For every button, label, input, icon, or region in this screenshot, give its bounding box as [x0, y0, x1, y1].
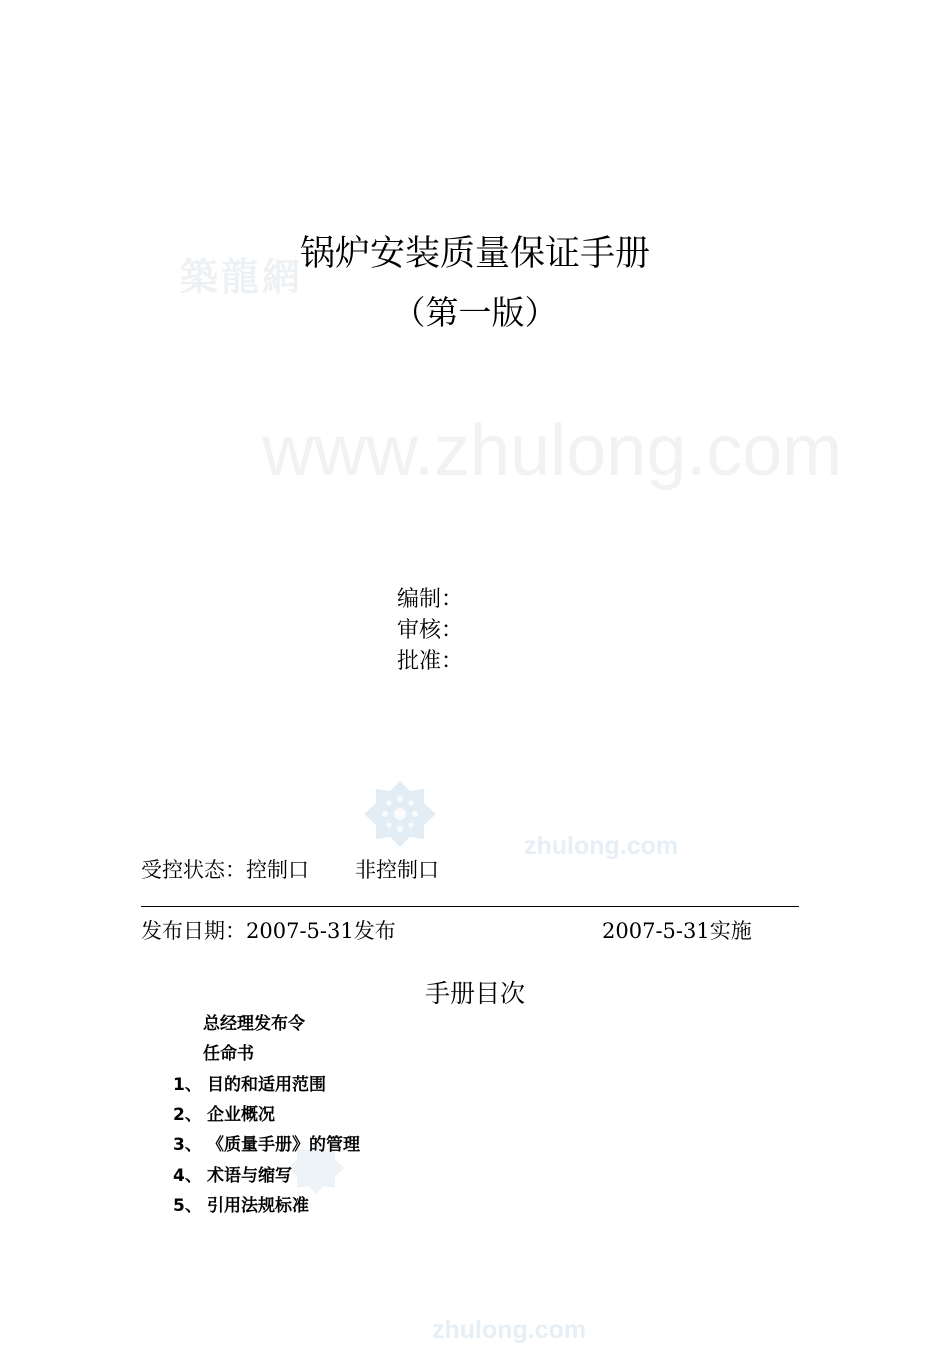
toc-item: 总经理发布令 — [203, 1014, 305, 1034]
watermark-small: zhulong.com — [524, 832, 679, 860]
watermark-url: www.zhulong.com — [262, 411, 843, 491]
snowflake-logo-icon — [362, 779, 438, 849]
toc-item: 任命书 — [203, 1044, 254, 1064]
toc-title: 手册目次 — [424, 979, 525, 1008]
toc-item-number: 3、 — [173, 1135, 202, 1155]
toc-item — [173, 1130, 360, 1155]
control-option-controlled: 控制口 — [246, 858, 309, 882]
signature-reviewed: 审核： — [397, 618, 464, 643]
release-date: 发布日期：2007-5-31发布 — [141, 919, 396, 943]
toc-item-number: 4、 — [173, 1166, 202, 1186]
signature-compiled: 编制： — [397, 587, 464, 612]
edition-label: （第一版） — [392, 293, 558, 332]
control-status-label: 受控状态： — [141, 858, 246, 882]
toc-item — [173, 1100, 275, 1125]
watermark-chinese: 築龍網 — [180, 254, 304, 299]
signature-approved: 批准： — [397, 649, 464, 674]
toc-item-text: 企业概况 — [207, 1105, 275, 1125]
toc-item-number: 1、 — [173, 1075, 202, 1095]
toc-item-number: 2、 — [173, 1105, 202, 1125]
toc-item-text: 《质量手册》的管理 — [207, 1135, 360, 1155]
watermark-small-bottom: zhulong.com — [432, 1316, 587, 1344]
document-title: 锅炉安装质量保证手册 — [299, 234, 650, 274]
divider-line — [141, 906, 799, 907]
toc-item — [173, 1070, 326, 1095]
toc-item-text: 目的和适用范围 — [207, 1075, 326, 1095]
toc-item-number: 5、 — [173, 1196, 202, 1216]
toc-item — [173, 1191, 309, 1216]
control-option-uncontrolled: 非控制口 — [355, 858, 439, 882]
toc-item-text: 术语与缩写 — [207, 1166, 292, 1186]
toc-item — [173, 1161, 292, 1186]
toc-item-text: 引用法规标准 — [207, 1196, 309, 1216]
effective-date: 2007-5-31实施 — [602, 919, 752, 943]
control-status — [141, 854, 439, 884]
